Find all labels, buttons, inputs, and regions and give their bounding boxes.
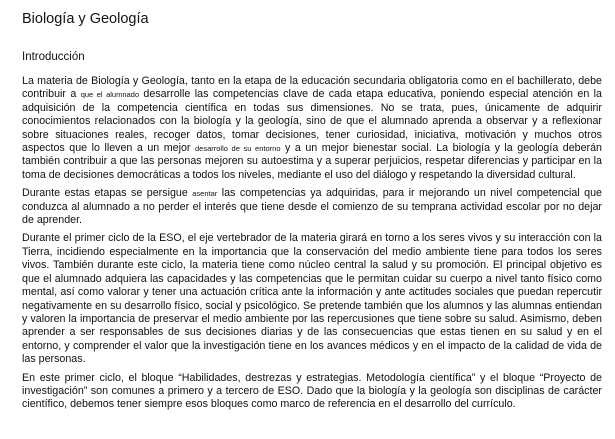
- text-segment: La materia de Biología y Geología, tanto en la etapa de la educación secundaria obligatoria como en el bachillerato, debe contribuir a: [22, 75, 602, 101]
- small-text-segment: asentar: [192, 189, 218, 199]
- section-heading: Introducción: [22, 51, 85, 63]
- paragraph-1: [22, 75, 602, 182]
- paragraph-2: [22, 187, 602, 227]
- document-page: [22, 10, 602, 417]
- text-segment: Durante el primer ciclo de la ESO, el eje vertebrador de la materia girará en torno a los seres vivos y su interacción con la Tierra, incidiendo especialmente en la importancia que la conservación del medio ambiente tiene para todos los seres vivos. También durante este ciclo, la materia tiene como núcleo central la salud y su promoción. El principal objetivo es que el alumnado adquiera las capacidades y las competencias que le permitan cuidar su cuerpo a nivel tanto físico como mental, así como valorar y tener una actuación crítica ante la información y ante actitudes sociales que puedan repercutir negativamente en su desarrollo físico, social y psicológico. Se pretende también que los alumnos y las alumnas entiendan y valoren la importancia de preservar el medio ambiente por las repercusiones que tiene sobre su salud. Asimismo, deben aprender a ser responsables de sus decisiones diarias y de las consecuencias que estas tienen en su salud y en el entorno, y comprender el valor que la investigación tiene en los avances médicos y en el impacto de la calidad de vida de las personas.: [22, 232, 602, 366]
- text-segment: desarrolle las competencias clave de cada etapa educativa, poniendo especial atención en la adquisición de la competencia científica en todas sus dimensiones. No se trata, pues, únicamente de adquirir conocimientos relacionados con la biología y la geología, sino de que el alumnado aprenda a observar y a reflexionar sobre situaciones reales, recoger datos, tomar decisiones, tener curiosidad, iniciativa, motivación y muchos otros aspectos que lo lleven a un mejor: [22, 88, 603, 155]
- document-title: Biología y Geología: [22, 11, 149, 27]
- paragraph-3: [22, 232, 602, 366]
- small-text-segment: que el alumnado: [80, 90, 140, 100]
- text-segment: En este primer ciclo, el bloque “Habilidades, destrezas y estrategias. Metodología científica” y el bloque “Proyecto de investigación” son comunes a primero y a tercero de ESO. Dado que la biología y la geología son disciplinas de carácter científico, debemos tener siempre esos bloques como marco de referencia en el desarrollo del currículo.: [22, 371, 602, 411]
- paragraph-4: [22, 372, 602, 412]
- text-segment: Durante estas etapas se persigue: [22, 187, 193, 200]
- text-segment: las competencias ya adquiridas, para ir mejorando un nivel competencial que conduzca al alumnado a no perder el interés que tiene desde el comienzo de su temprana actividad escolar por no dejar de aprender.: [22, 187, 602, 227]
- small-text-segment: desarrollo de su entorno: [194, 144, 281, 154]
- text-segment: y a un mejor bienestar social. La biología y la geología deberán también contribuir a que las personas mejoren su autoestima y a superar perjuicios, respetar diferencias y participar en la toma de decisiones democráticas a todos los niveles, mediante el uso del diálogo y respetando la diversidad cultural.: [22, 142, 602, 181]
